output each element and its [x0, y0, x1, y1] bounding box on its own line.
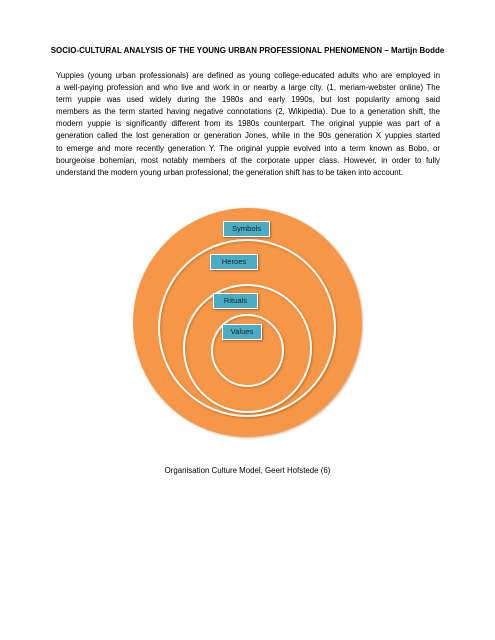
document-title: SOCIO-CULTURAL ANALYSIS OF THE YOUNG URBAN PROFESSIONAL PHENOMENON – Martijn Bodde — [50, 46, 445, 55]
paragraph-line: a well-paying profession and who live and work in or nearby a large city. (1, meriam-webster online) The — [56, 83, 440, 93]
figure-caption: Organisation Culture Model, Geert Hofstede (6) — [164, 466, 331, 475]
paragraph-line: members as the term started having negative connotations (2, Wikipedia). Due to a generation shift, the — [56, 107, 440, 117]
label-heroes: Heroes — [210, 254, 258, 270]
label-rituals: Rituals — [213, 293, 258, 309]
paragraph-line: modern yuppie is significantly different from its 1980s counterpart. The original yuppie was part of a — [56, 119, 440, 129]
paragraph-line: to emerge and more recently generation Y. The original yuppie evolved into a term known as Bobo, or — [56, 143, 440, 153]
label-values: Values — [222, 324, 262, 340]
paragraph-line: Yuppies (young urban professionals) are defined as young college-educated adults who are employed in — [56, 71, 440, 80]
label-symbols: Symbols — [223, 221, 270, 237]
paragraph-line: generation called the lost generation or generation Jones, while in the 90s generation X yuppies started — [56, 131, 440, 141]
paragraph-line: understand the modern young urban professional, the generation shift has to be taken into account. — [56, 167, 403, 177]
paragraph-line: bourgeoise bohemian, most notably members of the corporate upper class. However, in order to fully — [56, 155, 440, 165]
paragraph-line: term yuppie was used widely during the 1980s and early 1990s, but lost popularity among said — [56, 95, 440, 105]
